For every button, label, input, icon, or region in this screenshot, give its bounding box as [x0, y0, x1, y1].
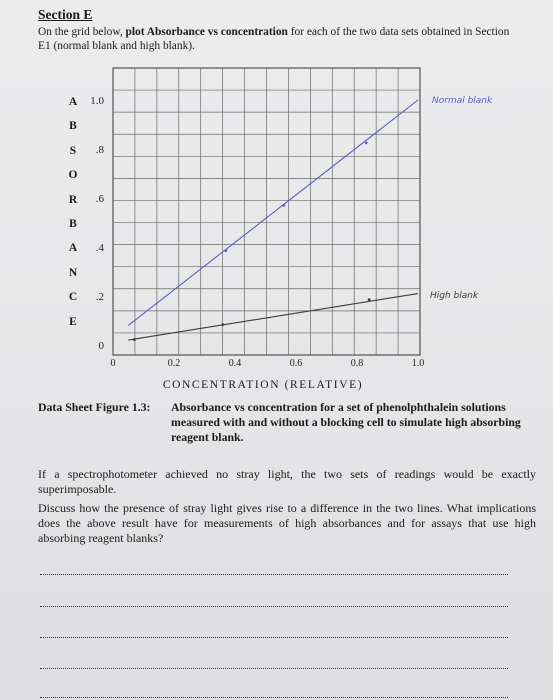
- section-title: Section E: [38, 7, 93, 22]
- answer-line[interactable]: [40, 697, 508, 698]
- data-point: [133, 338, 136, 341]
- answer-line[interactable]: [40, 606, 508, 607]
- y-axis-label-letter: E: [69, 315, 77, 328]
- data-point: [368, 298, 371, 301]
- data-point: [282, 204, 285, 207]
- data-point: [365, 141, 368, 144]
- series-label: Normal blank: [432, 96, 493, 106]
- question-paragraph-2: Discuss how the presence of stray light gives rise to a difference in the two lines. What implications does the above result have for measurements of high absorbances and for assays that use high absorbing reagent blanks?: [38, 501, 536, 545]
- instruction-bold: plot Absorbance vs concentration: [125, 26, 288, 38]
- x-tick-label: 0.2: [167, 358, 181, 369]
- x-tick-label: 1.0: [411, 358, 425, 369]
- caption-label: Data Sheet Figure 1.3:: [38, 400, 151, 414]
- answer-line[interactable]: [40, 637, 508, 638]
- y-tick-label: .8: [95, 144, 104, 156]
- data-point: [224, 249, 227, 252]
- x-tick-label: 0: [110, 358, 116, 369]
- y-axis-label-letter: A: [68, 96, 78, 108]
- answer-line[interactable]: [40, 668, 508, 669]
- series-label: High blank: [430, 291, 479, 301]
- y-axis-label-letter: B: [69, 120, 77, 133]
- y-tick-label: 0: [98, 340, 104, 352]
- y-tick-label: .4: [95, 242, 104, 254]
- y-axis-label-letter: C: [68, 291, 78, 304]
- question-block: [38, 467, 536, 550]
- x-tick-label: 0.4: [228, 358, 242, 369]
- instruction-after: for each of the two data sets obtained in Section E1 (normal blank and high blank).: [38, 26, 510, 52]
- y-axis-label-letter: N: [68, 266, 78, 279]
- series-line: [128, 100, 418, 325]
- answer-line[interactable]: [40, 574, 508, 575]
- instruction-before: On the grid below,: [38, 26, 126, 38]
- y-tick-label: 1.0: [90, 95, 104, 107]
- x-tick-label: 0.6: [289, 358, 303, 369]
- x-tick-label: 0.8: [350, 358, 364, 369]
- caption-text: Absorbance vs concentration for a set of phenolphthalein solutions measured with and without a blocking cell to simulate high absorbing reagent blank.: [171, 400, 521, 444]
- x-axis-label: CONCENTRATION (RELATIVE): [162, 379, 364, 391]
- y-axis-label-letter: B: [69, 218, 77, 230]
- y-axis-label-letter: A: [68, 242, 78, 255]
- question-paragraph-1: If a spectrophotometer achieved no stray light, the two sets of readings would be exactly superimposable.: [38, 467, 536, 496]
- y-axis-label-letter: R: [68, 193, 78, 206]
- y-axis-label-letter: S: [69, 144, 77, 157]
- y-axis-label-letter: O: [68, 169, 78, 182]
- y-tick-label: .6: [95, 193, 104, 205]
- data-point: [221, 323, 224, 326]
- y-tick-label: .2: [95, 291, 104, 303]
